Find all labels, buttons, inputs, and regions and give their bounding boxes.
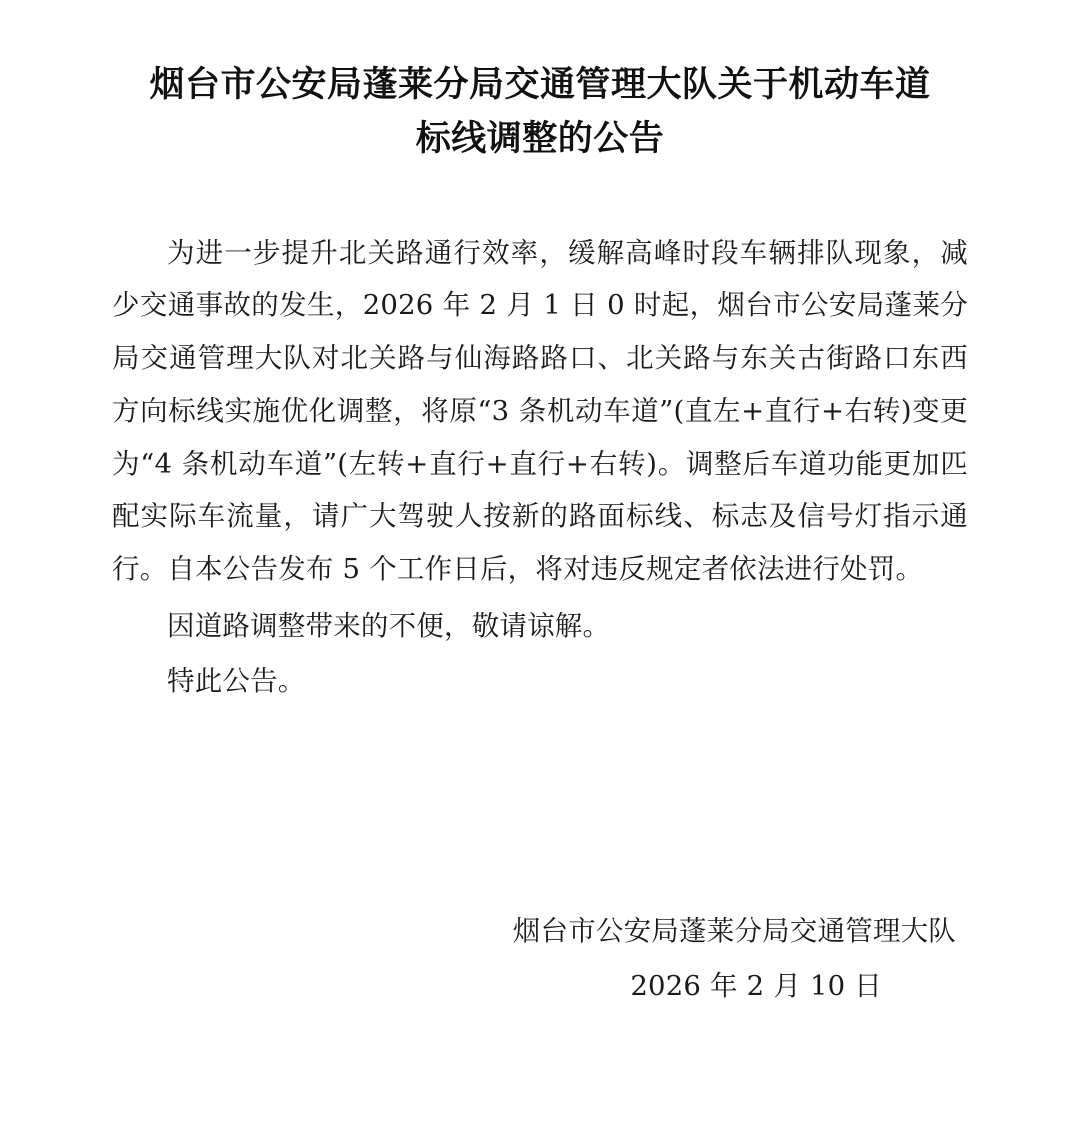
signature-block — [112, 904, 968, 1014]
document-body — [112, 227, 968, 708]
signature-date: 2026 年 2 月 10 日 — [630, 969, 882, 1002]
paragraph-closing: 特此公告。 — [167, 664, 306, 697]
paragraph-apology: 因道路调整带来的不便，敬请谅解。 — [167, 610, 611, 643]
signature-issuer: 烟台市公安局蓬莱分局交通管理大队 — [512, 914, 956, 947]
paragraph-main: 为进一步提升北关路通行效率，缓解高峰时段车辆排队现象，减少交通事故的发生，2026 年 2 月 1 日 0 时起，烟台市公安局蓬莱分局交通管理大队对北关路与仙海路路口、北关路与东关古街路口东西方向标线实施优化调整，将原“3 条机动车道”(直左+直行+右转)变更为“4 条机动车道”(左转+直行+直行+右转)。调整后车道功能更加匹配实际车流量，请广大驾驶人按新的路面标线、标志及信号灯指示通行。自本公告发布 5 个工作日后，将对违反规定者依法进行处罚。 — [112, 236, 968, 586]
page-title: 烟台市公安局蓬莱分局交通管理大队关于机动车道标线调整的公告 — [149, 64, 931, 160]
